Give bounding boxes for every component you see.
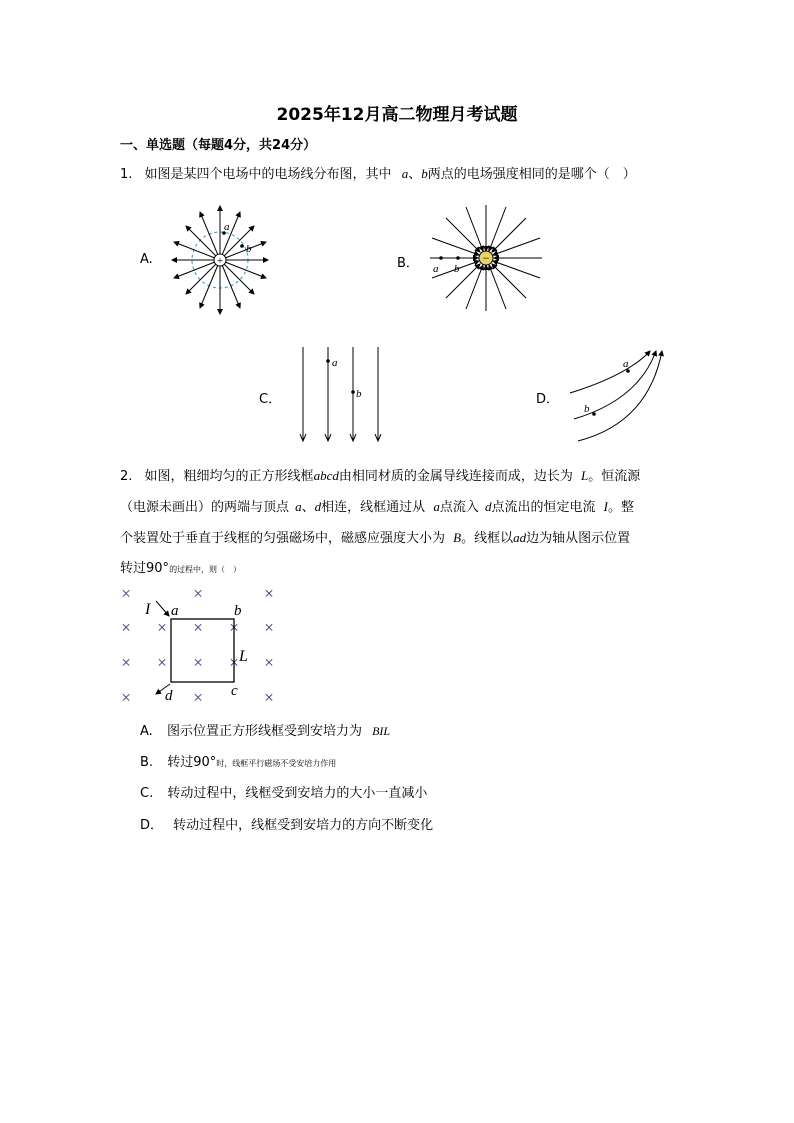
field-cross-icon: × (193, 653, 203, 672)
q2-option-b (140, 751, 336, 770)
point-a: a (401, 166, 409, 181)
question-2-line-3 (120, 522, 630, 554)
page-title: 2025年12月高二物理月考试题 (276, 105, 518, 125)
q2-text: 。整 (607, 500, 634, 515)
q2-text: 如图，粗细均匀的正方形线框 (144, 469, 314, 484)
option-label: B. (140, 755, 154, 770)
option-label: D． (140, 818, 164, 833)
field-cross-icon: × (121, 584, 131, 603)
var-abcd: abcd (313, 468, 339, 483)
point-a-label: a (224, 221, 230, 233)
option-d-label: D． (536, 392, 560, 407)
figure-d-curved-field (568, 345, 668, 445)
figure-a-positive-charge (168, 200, 272, 320)
field-cross-icon: × (121, 653, 131, 672)
minus-sign: − (482, 251, 490, 265)
figure-q2-square-loop (114, 582, 284, 707)
point-b-label: b (246, 243, 252, 255)
point-a-label: a (433, 263, 439, 275)
field-cross-icon: × (193, 618, 203, 637)
field-cross-icon: × (264, 618, 274, 637)
question-1-number: 1. (120, 167, 133, 182)
q2-text: （电源未画出）的两端与顶点 (120, 500, 290, 515)
field-cross-icon: × (193, 688, 203, 707)
degree-90: 90° (146, 561, 170, 576)
question-2-line-1 (120, 460, 640, 492)
field-cross-icon: × (121, 688, 131, 707)
option-text: 转过 (167, 755, 194, 770)
point-a-dot (439, 256, 443, 260)
q2-option-c (140, 782, 427, 801)
field-cross-icon: × (157, 653, 167, 672)
point-b-dot (351, 390, 355, 394)
var-L: L (581, 468, 589, 483)
q2-text: 由相同材质的金属导线连接而成，边长为 (338, 469, 573, 484)
field-cross-icon: × (229, 618, 239, 637)
separator: 、 (408, 167, 422, 182)
field-cross-icon: × (229, 653, 239, 672)
label-b: b (234, 603, 242, 619)
figure-b-negative-charge (428, 203, 544, 313)
question-1 (120, 163, 636, 182)
point-b-dot (456, 256, 460, 260)
point-a-label: a (332, 357, 338, 369)
q2-text: 个装置处于垂直于线框的匀强磁场中，磁感应强度大小为 (120, 531, 446, 546)
option-formula: BIL (372, 724, 391, 738)
field-cross-icon: × (193, 584, 203, 603)
field-lines-curved (570, 351, 662, 441)
option-a-label: A. (140, 252, 153, 267)
q2-text: 转过 (120, 561, 147, 576)
q2-text: 点流出的恒定电流 (491, 500, 596, 515)
point-b-label: b (454, 263, 460, 275)
option-b-label: B． (397, 256, 419, 271)
field-cross-icon: × (157, 618, 167, 637)
field-cross-icon: × (264, 584, 274, 603)
label-I: I (145, 601, 151, 618)
q2-small-text: 的过程中，则（ ） (169, 565, 242, 574)
field-cross-icon: × (264, 688, 274, 707)
option-text: 转动过程中，线框受到安培力的方向不断变化 (173, 818, 434, 833)
separator: 、 (301, 500, 315, 515)
option-text: 图示位置正方形线框受到安培力为 (166, 724, 362, 739)
q2-text: 相连，线框通过从 (321, 500, 426, 515)
q2-text: 。恒流源 (588, 469, 641, 484)
point-b-dot (240, 244, 244, 248)
label-a: a (171, 603, 179, 619)
var-a: a (433, 499, 440, 514)
question-1-text-end: 两点的电场强度相同的是哪个（ ） (427, 167, 636, 182)
degree-90: 90° (193, 755, 217, 770)
label-d: d (165, 688, 173, 704)
option-small-text: 时，线框平行磁场不受安培力作用 (216, 759, 337, 768)
section-heading: 一、单选题（每题4分，共24分） (120, 138, 317, 153)
var-a: a (295, 499, 302, 514)
point-b-label: b (356, 388, 362, 400)
current-in-arrow (156, 601, 169, 616)
var-ad: ad (513, 530, 527, 545)
label-L: L (239, 648, 248, 665)
label-c: c (231, 683, 238, 699)
field-cross-icon: × (121, 618, 131, 637)
var-d: d (484, 499, 492, 514)
q2-text: 点流入 (439, 500, 479, 515)
point-a-label: a (623, 358, 629, 370)
option-label: A. (140, 724, 153, 739)
q2-text: 边为轴从图示位置 (526, 531, 631, 546)
question-2-number: 2. (120, 469, 133, 484)
question-1-text: 如图是某四个电场中的电场线分布图，其中 (144, 167, 392, 182)
field-cross-icon: × (264, 653, 274, 672)
option-label: C. (140, 786, 154, 801)
figure-c-uniform-field (295, 345, 387, 445)
question-2-line-4 (120, 553, 241, 585)
plus-sign: + (216, 255, 224, 267)
point-b-label: b (584, 403, 590, 415)
q2-option-d (140, 814, 433, 833)
q2-text: 。线框以 (461, 531, 514, 546)
option-c-label: C． (259, 392, 282, 407)
var-I: I (603, 499, 608, 514)
var-d: d (314, 499, 322, 514)
option-text: 转动过程中，线框受到安培力的大小一直减小 (167, 786, 428, 801)
question-2-line-2 (120, 491, 634, 523)
var-B: B (453, 530, 462, 545)
q2-option-a (140, 720, 390, 739)
field-lines-parallel (303, 347, 378, 441)
point-b-dot (592, 412, 596, 416)
point-b: b (421, 166, 428, 181)
point-a-dot (326, 359, 330, 363)
